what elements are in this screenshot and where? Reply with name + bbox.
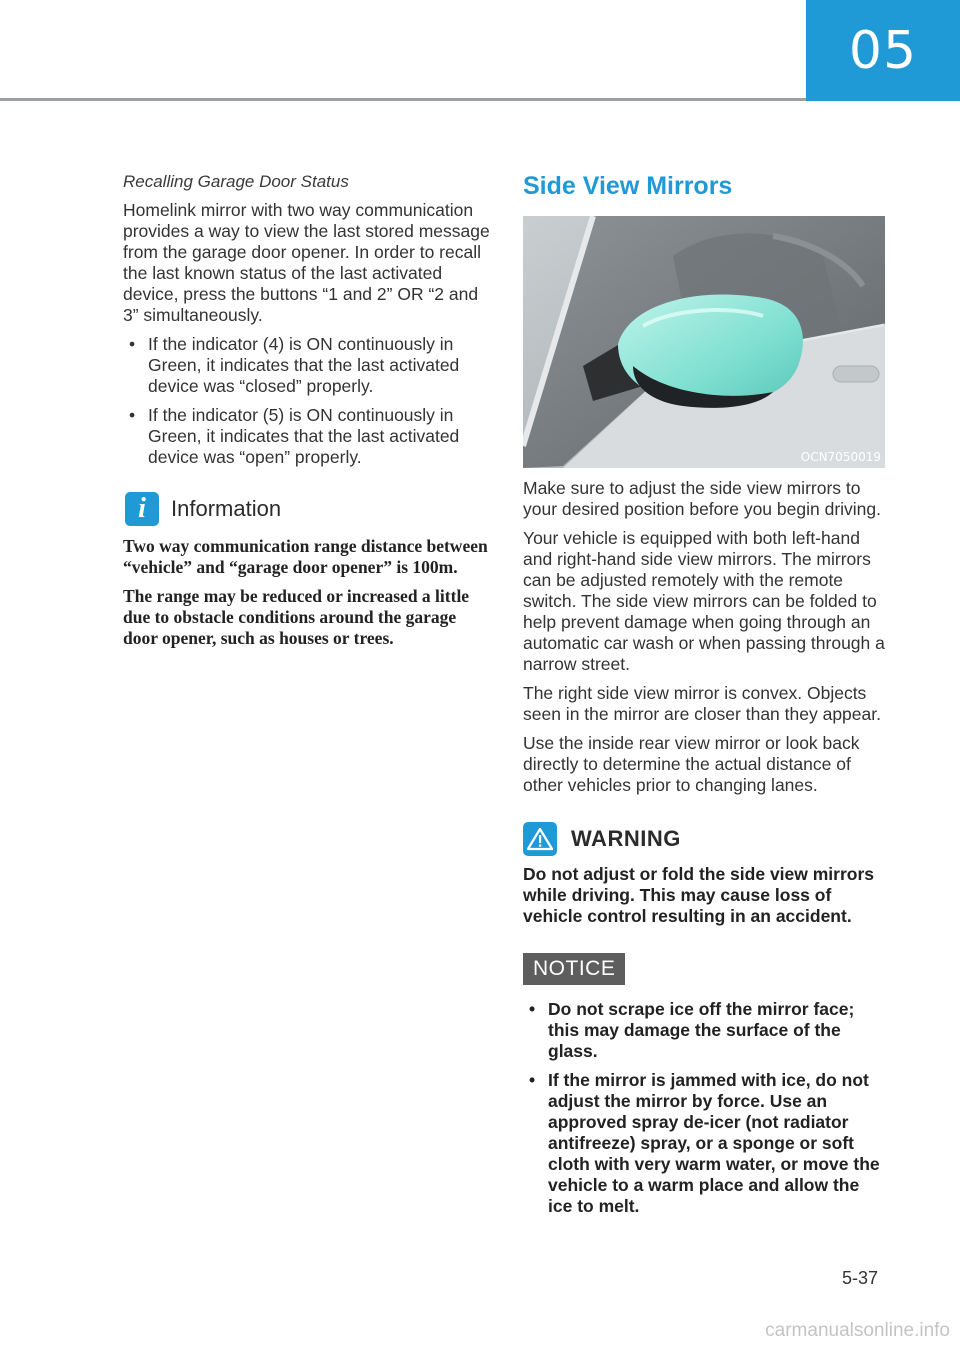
warning-header: [523, 822, 885, 856]
notice-list: [523, 999, 885, 1217]
page-number: 5-37: [841, 1268, 878, 1288]
chapter-tab: 05: [806, 0, 960, 101]
right-column: [523, 170, 885, 1225]
garage-status-intro: Homelink mirror with two way communication provides a way to view the last stored message from the garage door opener. In order to recall the last known status of the last activated device, press the buttons “1 and 2” OR “2 and 3” simultaneously.: [123, 200, 490, 325]
info-icon: i: [125, 492, 159, 526]
side-mirror-illustration: [523, 216, 885, 468]
side-mirror-figure: [523, 216, 885, 468]
list-item: • If the indicator (4) is ON continuously in Green, it indicates that the last activated device was “closed” properly.: [129, 334, 460, 396]
paragraph: Your vehicle is equipped with both left-hand and right-hand side view mirrors. The mirrors can be adjusted remotely with the remote switch. The side view mirrors can be folded to help prevent damage when going through an automatic car wash or when passing through a narrow street.: [523, 528, 885, 674]
information-text: The range may be reduced or increased a little due to obstacle conditions around the garage door opener, such as houses or trees.: [123, 586, 470, 648]
header-rule: [0, 98, 806, 101]
list-item: • Do not scrape ice off the mirror face; this may damage the surface of the glass.: [529, 999, 855, 1061]
bullet-icon: •: [529, 999, 536, 1019]
figure-code: OCN7050019: [800, 450, 881, 464]
information-header: [123, 492, 493, 526]
paragraph: The right side view mirror is convex. Objects seen in the mirror are closer than they appear.: [523, 683, 881, 724]
list-item: • If the indicator (5) is ON continuously in Green, it indicates that the last activated device was “open” properly.: [129, 405, 460, 467]
list-item: • If the mirror is jammed with ice, do not adjust the mirror by force. Use an approved spray de-icer (not radiator antifreeze) spray, or a sponge or soft cloth with very warm water, or move the vehicle to a warm place and allow the ice to melt.: [529, 1070, 880, 1216]
watermark: carmanualsonline.info: [765, 1320, 950, 1341]
information-title: Information: [171, 496, 282, 521]
bullet-icon: •: [129, 334, 136, 354]
bullet-icon: •: [129, 405, 136, 425]
warning-triangle-icon: [527, 827, 553, 851]
garage-status-subheading: Recalling Garage Door Status: [123, 172, 349, 191]
paragraph: Make sure to adjust the side view mirrors to your desired position before you begin driving.: [523, 478, 881, 519]
indicator-list: [123, 334, 493, 468]
paragraph: Use the inside rear view mirror or look back directly to determine the actual distance of other vehicles prior to changing lanes.: [523, 733, 860, 795]
warning-text: Do not adjust or fold the side view mirrors while driving. This may cause loss of vehicle control resulting in an accident.: [523, 864, 875, 926]
bullet-icon: •: [529, 1070, 536, 1090]
section-title: Side View Mirrors: [523, 172, 733, 200]
notice-badge: NOTICE: [523, 953, 625, 985]
warning-icon: [523, 822, 557, 856]
information-text: Two way communication range distance between “vehicle” and “garage door opener” is 100m.: [123, 536, 488, 577]
warning-title: WARNING: [571, 826, 681, 851]
left-column: [123, 172, 493, 657]
